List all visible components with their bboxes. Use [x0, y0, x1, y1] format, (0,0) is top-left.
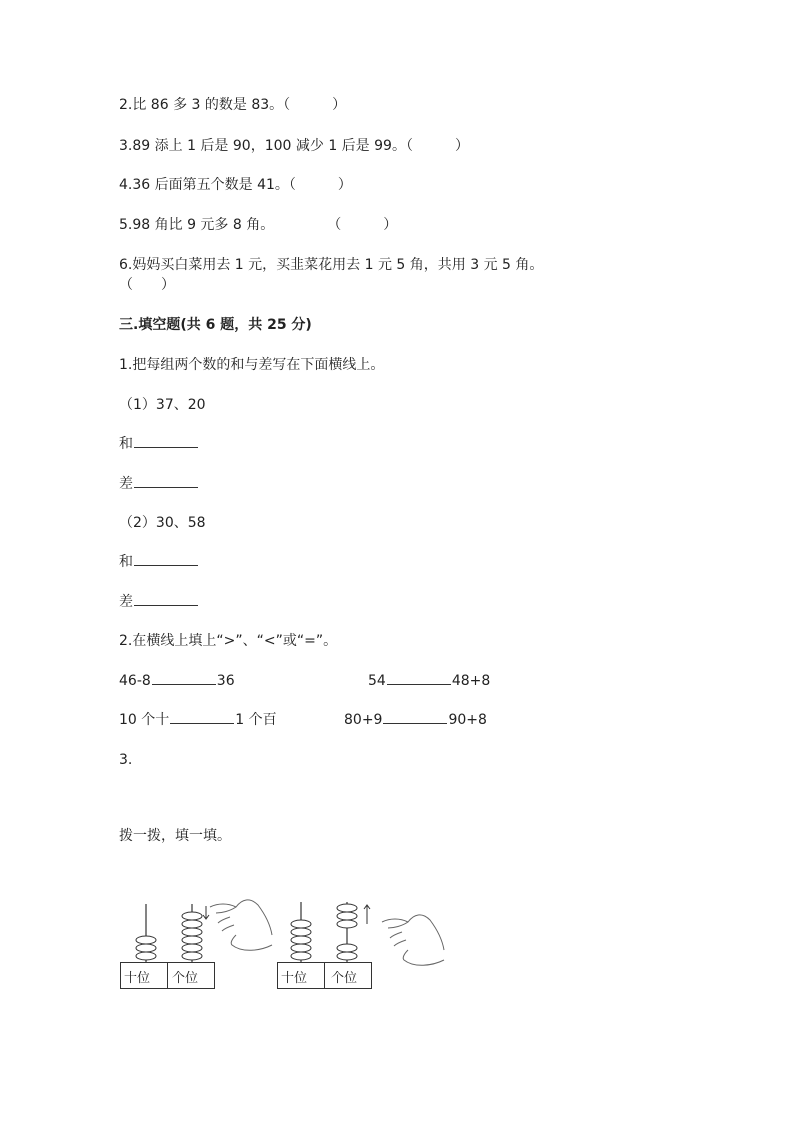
ones-label: 个位 [172, 971, 199, 986]
tens-label: 十位 [281, 971, 308, 986]
abacus-bead [337, 920, 357, 928]
fill-question-3: 3. [119, 752, 133, 768]
sum-line-2: 和 [119, 552, 199, 572]
abacus-bead [182, 928, 202, 936]
hand-icon [206, 893, 278, 957]
arrow-up-icon [364, 905, 370, 924]
compare-row-1: 46-8 36 [119, 673, 235, 689]
compare-row-4: 80+9 90+8 [344, 712, 487, 728]
abacus-2 [277, 898, 377, 990]
abacus-bead [291, 920, 311, 928]
compare-row-2: 54 48+8 [368, 673, 491, 689]
compare-blank[interactable] [383, 710, 447, 724]
abacus-1 [120, 900, 220, 992]
question-5: 5.98 角比 9 元多 8 角。 （ ） [119, 217, 398, 233]
compare-blank[interactable] [170, 710, 234, 724]
question-6-paren[interactable]: （ ） [119, 277, 175, 293]
answer-blank[interactable] [134, 474, 198, 488]
abacus-bead [291, 944, 311, 952]
diff-line-1: 差 [119, 474, 199, 494]
compare-row-3: 10 个十 1 个百 [119, 712, 277, 728]
tens-beads [291, 920, 311, 960]
fill-question-1: 1.把每组两个数的和与差写在下面横线上。 [119, 357, 385, 373]
compare-blank[interactable] [152, 671, 216, 685]
section-title: 三.填空题(共 6 题，共 25 分) [119, 317, 312, 333]
abacus-bead [136, 944, 156, 952]
abacus-bead [337, 904, 357, 912]
hand-icon [378, 908, 450, 972]
ones-label: 个位 [331, 971, 358, 986]
fill-question-3-text: 拨一拨，填一填。 [119, 828, 231, 844]
abacus-bead [337, 952, 357, 960]
abacus-bead [182, 944, 202, 952]
answer-paren[interactable]: （ ） [334, 217, 398, 233]
abacus-bead [291, 936, 311, 944]
answer-blank[interactable] [134, 552, 198, 566]
fill-question-2: 2.在横线上填上“>”、“<”或“=”。 [119, 633, 338, 649]
answer-blank[interactable] [134, 592, 198, 606]
abacus-bead [182, 920, 202, 928]
group-1: （1）37、20 [119, 397, 206, 413]
abacus-bead [337, 944, 357, 952]
question-2: 2.比 86 多 3 的数是 83。（ ） [119, 97, 347, 113]
abacus-bead [136, 936, 156, 944]
tens-beads [136, 936, 156, 960]
abacus-bead [291, 928, 311, 936]
compare-blank[interactable] [387, 671, 451, 685]
abacus-bead [337, 912, 357, 920]
tens-label: 十位 [124, 971, 151, 986]
question-4: 4.36 后面第五个数是 41。（ ） [119, 177, 352, 193]
abacus-bead [182, 952, 202, 960]
answer-blank[interactable] [134, 434, 198, 448]
abacus-bead [291, 952, 311, 960]
abacus-bead [136, 952, 156, 960]
question-6: 6.妈妈买白菜用去 1 元，买韭菜花用去 1 元 5 角，共用 3 元 5 角。 [119, 257, 544, 273]
ones-beads [182, 912, 202, 960]
abacus-bead [182, 936, 202, 944]
diff-line-2: 差 [119, 592, 199, 612]
question-3: 3.89 添上 1 后是 90，100 减少 1 后是 99。（ ） [119, 138, 469, 154]
sum-line-1: 和 [119, 434, 199, 454]
abacus-bead [182, 912, 202, 920]
group-2: （2）30、58 [119, 515, 206, 531]
